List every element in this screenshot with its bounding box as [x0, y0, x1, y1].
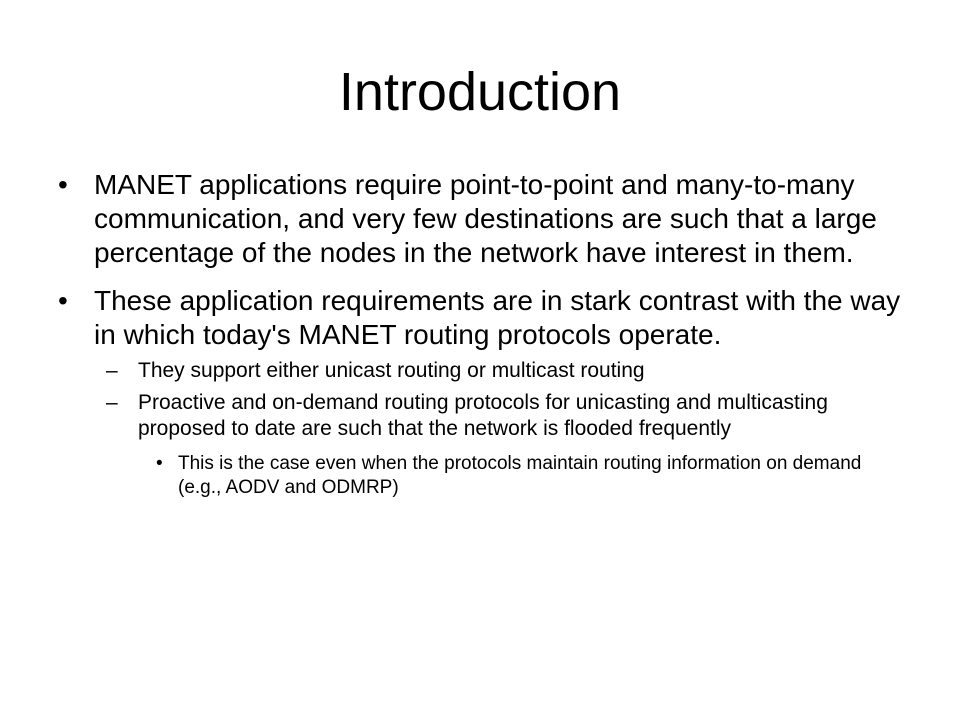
sub-bullet-text: Proactive and on-demand routing protocols for unicasting and multicasting proposed to date are such that the network is flooded frequently: [138, 391, 828, 440]
bullet-text: These application requirements are in stark contrast with the way in which today's MANET routing protocols operate.: [94, 285, 901, 350]
bullet-text: MANET applications require point-to-point and many-to-many communication, and very few destinations are such that a large percentage of the nodes in the network have interest in them.: [94, 169, 877, 268]
bullet-marker: •: [58, 169, 68, 200]
sub-bullet-marker: –: [106, 391, 118, 414]
bullet-item: [58, 284, 908, 352]
bullet-item: [58, 168, 908, 270]
sub-bullet-item: [58, 358, 908, 384]
slide-title: Introduction: [338, 62, 622, 122]
slide-body: [58, 168, 908, 500]
sub-sub-bullet-item: [58, 452, 908, 500]
sub-bullet-text: They support either unicast routing or multicast routing: [138, 359, 645, 382]
sub-sub-bullet-marker: •: [156, 453, 163, 474]
sub-sub-bullet-text: This is the case even when the protocols maintain routing information on demand (e.g., AODV and ODMRP): [178, 453, 862, 498]
sub-bullet-marker: –: [106, 359, 118, 382]
sub-bullet-item: [58, 390, 908, 442]
bullet-marker: •: [58, 285, 68, 316]
